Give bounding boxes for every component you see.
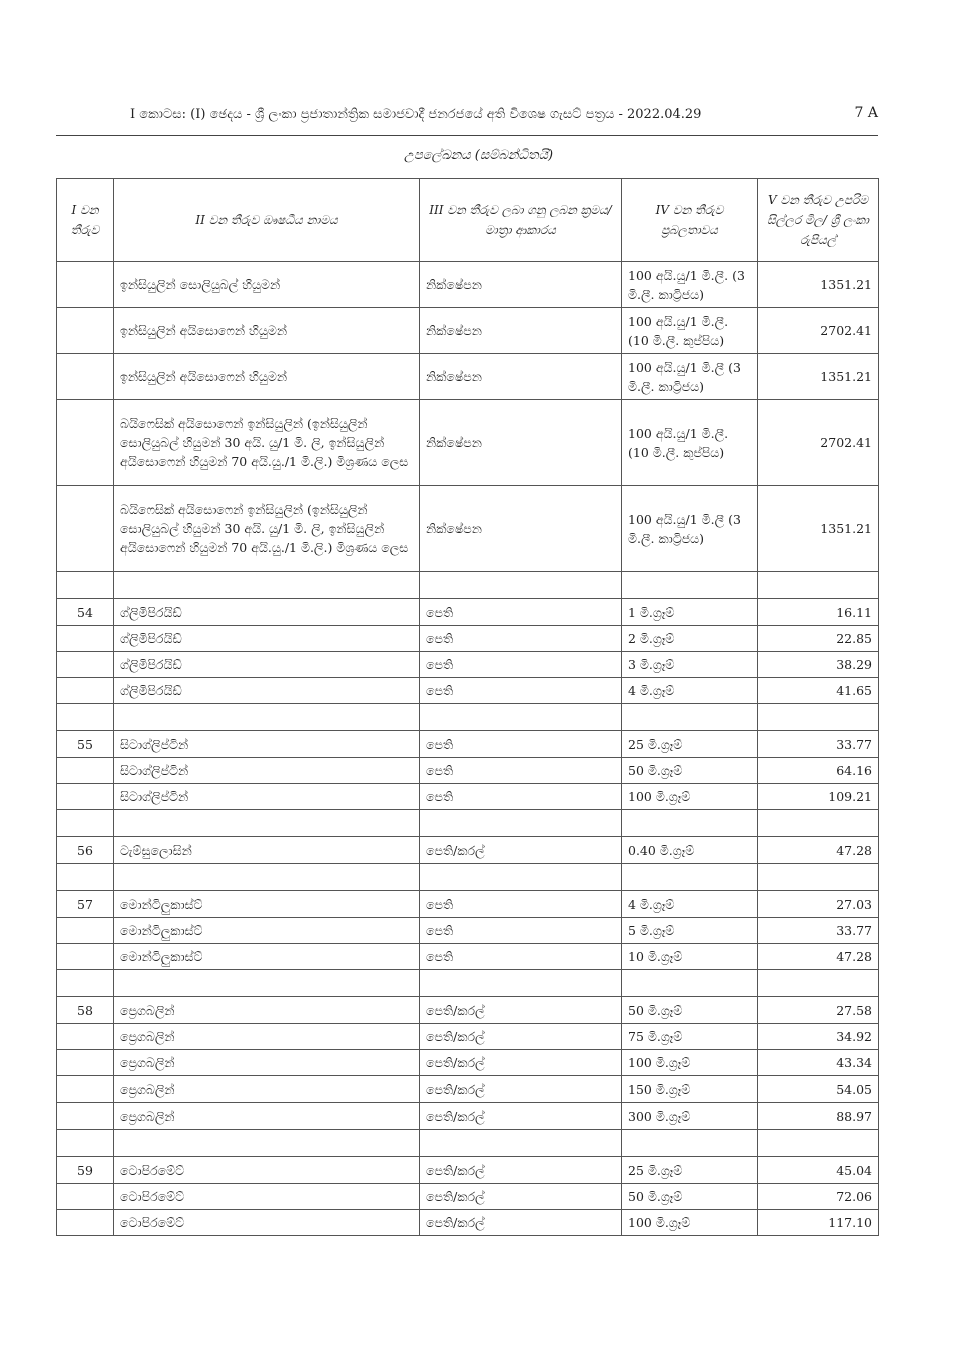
drug-name: සිටාග්ලිප්ටින් — [114, 758, 420, 784]
strength: 1 මි.ග්‍රෑම් — [622, 599, 758, 626]
strength: 75 මි.ග්‍රෑම් — [622, 1024, 758, 1050]
strength — [622, 864, 758, 891]
header-title: I කොටස: (I) ඡෙදය - ශ්‍රී ලංකා ප්‍රජාතාන්ත්‍රික සමාජවාදී ජනරජයේ අති විශෙෂ ගැසට් පත්‍රය - 2022.04.29 — [130, 107, 702, 122]
strength: 100 අයි.යු/1 මි.ලී. (10 මි.ලී. කුප්පිය) — [622, 400, 758, 486]
max-retail-price: 16.11 — [758, 599, 879, 626]
strength — [622, 810, 758, 837]
table-row — [57, 944, 879, 970]
max-retail-price: 88.97 — [758, 1103, 879, 1130]
column-header-4: IV වන තීරුව ප්‍රබලතාවය — [622, 179, 758, 262]
table-row — [57, 731, 879, 758]
column-header-3: III වන තීරුව ලබා ගනු ලබන ක්‍රමය/මාත්‍රා ආකාරය — [420, 179, 622, 262]
table-row — [57, 678, 879, 704]
strength: 5 මි.ග්‍රෑම් — [622, 918, 758, 944]
dosage-form: පෙති/කරල් — [420, 997, 622, 1024]
drug-name: ග්ලිමිපිරයිඩ් — [114, 599, 420, 626]
table-row — [57, 1024, 879, 1050]
drug-name — [114, 1130, 420, 1157]
row-number: 58 — [57, 997, 114, 1024]
drug-name — [114, 810, 420, 837]
row-number — [57, 918, 114, 944]
drug-name: ටොපිරමේට් — [114, 1210, 420, 1236]
max-retail-price — [758, 572, 879, 599]
drug-name: සිටාග්ලිප්ටින් — [114, 731, 420, 758]
price-table — [56, 178, 879, 1236]
strength — [622, 572, 758, 599]
max-retail-price: 47.28 — [758, 944, 879, 970]
strength: 0.40 මි.ග්‍රෑම් — [622, 837, 758, 864]
dosage-form: නික්ෂේපන — [420, 262, 622, 308]
drug-name — [114, 572, 420, 599]
row-number — [57, 652, 114, 678]
dosage-form: පෙති — [420, 758, 622, 784]
drug-name: ටොපිරමේට් — [114, 1157, 420, 1184]
table-header-row — [57, 179, 879, 262]
row-number — [57, 944, 114, 970]
strength: 150 මි.ග්‍රෑම් — [622, 1076, 758, 1103]
max-retail-price — [758, 970, 879, 997]
row-number — [57, 784, 114, 810]
drug-name: ටැම්සුලොසින් — [114, 837, 420, 864]
max-retail-price: 1351.21 — [758, 354, 879, 400]
strength: 100 අයි.යු/1 මි.ලී. (10 මි.ලී. කුප්පිය) — [622, 308, 758, 354]
max-retail-price: 54.05 — [758, 1076, 879, 1103]
row-number — [57, 572, 114, 599]
drug-name: මොන්ටිලුකාස්ට් — [114, 891, 420, 918]
max-retail-price: 109.21 — [758, 784, 879, 810]
max-retail-price: 1351.21 — [758, 486, 879, 572]
row-number — [57, 1103, 114, 1130]
strength: 50 මි.ග්‍රෑම් — [622, 1184, 758, 1210]
table-row — [57, 1184, 879, 1210]
table-row — [57, 1157, 879, 1184]
table-row — [57, 891, 879, 918]
row-number — [57, 1076, 114, 1103]
dosage-form: පෙති — [420, 784, 622, 810]
dosage-form — [420, 810, 622, 837]
table-row — [57, 572, 879, 599]
strength: 3 මි.ග්‍රෑම් — [622, 652, 758, 678]
max-retail-price — [758, 704, 879, 731]
strength: 100 අයි.යු/1 මි.ලී. (3 මි.ලී. කාට්‍රිජය) — [622, 262, 758, 308]
row-number — [57, 970, 114, 997]
row-number — [57, 678, 114, 704]
table-row — [57, 626, 879, 652]
max-retail-price: 1351.21 — [758, 262, 879, 308]
table-row — [57, 1103, 879, 1130]
dosage-form — [420, 704, 622, 731]
dosage-form: පෙති — [420, 678, 622, 704]
dosage-form: පෙති/කරල් — [420, 1210, 622, 1236]
row-number — [57, 486, 114, 572]
strength: 25 මි.ග්‍රෑම් — [622, 731, 758, 758]
dosage-form: පෙති/කරල් — [420, 1157, 622, 1184]
row-number — [57, 262, 114, 308]
drug-name: ඉන්සියුලින් සොලියුබල් හියුමන් — [114, 262, 420, 308]
drug-name: ඉන්සියුලින් අයිසොෆෙන් හියුමන් — [114, 354, 420, 400]
table-row — [57, 1210, 879, 1236]
table-row — [57, 1130, 879, 1157]
drug-name: ප්‍රෙගබලින් — [114, 1024, 420, 1050]
dosage-form: නික්ෂේපන — [420, 354, 622, 400]
dosage-form: පෙති/කරල් — [420, 1103, 622, 1130]
table-body — [57, 262, 879, 1236]
drug-name: සිටාග්ලිප්ටින් — [114, 784, 420, 810]
table-row — [57, 784, 879, 810]
dosage-form — [420, 572, 622, 599]
row-number — [57, 1184, 114, 1210]
row-number — [57, 864, 114, 891]
row-number — [57, 1130, 114, 1157]
dosage-form: පෙති — [420, 731, 622, 758]
row-number: 59 — [57, 1157, 114, 1184]
table-row — [57, 652, 879, 678]
max-retail-price: 47.28 — [758, 837, 879, 864]
drug-name — [114, 704, 420, 731]
dosage-form: නික්ෂේපන — [420, 400, 622, 486]
table-row — [57, 308, 879, 354]
max-retail-price: 27.58 — [758, 997, 879, 1024]
row-number — [57, 400, 114, 486]
table-row — [57, 1050, 879, 1076]
strength: 100 අයි.යු/1 මි.ලී (3 මි.ලී. කාට්‍රිජය) — [622, 354, 758, 400]
table-row — [57, 1076, 879, 1103]
page-number: 7 A — [854, 105, 878, 121]
row-number — [57, 1210, 114, 1236]
strength: 4 මි.ග්‍රෑම් — [622, 678, 758, 704]
max-retail-price: 34.92 — [758, 1024, 879, 1050]
dosage-form — [420, 864, 622, 891]
dosage-form: පෙති/කරල් — [420, 1050, 622, 1076]
row-number — [57, 626, 114, 652]
table-row — [57, 704, 879, 731]
dosage-form: පෙති — [420, 944, 622, 970]
page-header — [56, 103, 878, 136]
strength: 100 මි.ග්‍රෑම් — [622, 784, 758, 810]
strength: 100 මි.ග්‍රෑම් — [622, 1050, 758, 1076]
strength — [622, 1130, 758, 1157]
row-number — [57, 308, 114, 354]
strength: 50 මි.ග්‍රෑම් — [622, 758, 758, 784]
drug-name: ප්‍රෙගබලින් — [114, 1076, 420, 1103]
strength: 25 මි.ග්‍රෑම් — [622, 1157, 758, 1184]
max-retail-price: 43.34 — [758, 1050, 879, 1076]
max-retail-price — [758, 1130, 879, 1157]
max-retail-price: 22.85 — [758, 626, 879, 652]
dosage-form: පෙති — [420, 599, 622, 626]
dosage-form: පෙති/කරල් — [420, 837, 622, 864]
table-row — [57, 864, 879, 891]
drug-name — [114, 864, 420, 891]
max-retail-price: 38.29 — [758, 652, 879, 678]
strength: 2 මි.ග්‍රෑම් — [622, 626, 758, 652]
row-number — [57, 1024, 114, 1050]
row-number: 57 — [57, 891, 114, 918]
drug-name: ප්‍රෙගබලින් — [114, 997, 420, 1024]
table-row — [57, 918, 879, 944]
drug-name: ග්ලිමිපිරයිඩ් — [114, 626, 420, 652]
annex-title: උපලේඛනය (සම්බන්ධිතයි) — [403, 148, 554, 163]
strength — [622, 704, 758, 731]
row-number — [57, 1050, 114, 1076]
table-row — [57, 758, 879, 784]
max-retail-price: 117.10 — [758, 1210, 879, 1236]
max-retail-price: 64.16 — [758, 758, 879, 784]
strength: 300 මි.ග්‍රෑම් — [622, 1103, 758, 1130]
max-retail-price — [758, 810, 879, 837]
row-number: 54 — [57, 599, 114, 626]
drug-name: ඉන්සියුලින් අයිසොෆෙන් හියුමන් — [114, 308, 420, 354]
drug-name: මොන්ටිලුකාස්ට් — [114, 944, 420, 970]
dosage-form: පෙති/කරල් — [420, 1076, 622, 1103]
dosage-form: පෙති — [420, 652, 622, 678]
dosage-form: පෙති — [420, 891, 622, 918]
strength: 100 අයි.යු/1 මි.ලී (3 මි.ලී. කාට්‍රිජය) — [622, 486, 758, 572]
max-retail-price: 33.77 — [758, 731, 879, 758]
table-row — [57, 599, 879, 626]
drug-name — [114, 970, 420, 997]
dosage-form: පෙති — [420, 626, 622, 652]
dosage-form — [420, 1130, 622, 1157]
drug-name: ප්‍රෙගබලින් — [114, 1050, 420, 1076]
drug-name: ග්ලිමිපිරයිඩ් — [114, 678, 420, 704]
row-number: 55 — [57, 731, 114, 758]
drug-name: බයිෆෙසික් අයිසොෆෙන් ඉන්සියුලින් (ඉන්සියුලින් සොලියුබල් හියුමන් 30 අයි. යු/1 මි. ලි, ඉන්සියුලින් අයිසොෆෙන් හියුමන් 70 අයි.යු./1 මි.ලි.) මිශ්‍රණය ලෙස — [114, 400, 420, 486]
drug-name: ග්ලිමිපිරයිඩ් — [114, 652, 420, 678]
drug-name: ටොපිරමේට් — [114, 1184, 420, 1210]
table-row — [57, 262, 879, 308]
column-header-1: I වන තීරුව — [57, 179, 114, 262]
dosage-form: පෙති/කරල් — [420, 1024, 622, 1050]
row-number — [57, 810, 114, 837]
dosage-form: නික්ෂේපන — [420, 486, 622, 572]
drug-name: මොන්ටිලුකාස්ට් — [114, 918, 420, 944]
strength: 4 මි.ග්‍රෑම් — [622, 891, 758, 918]
drug-name: බයිෆෙසික් අයිසොෆෙන් ඉන්සියුලින් (ඉන්සියුලින් සොලියුබල් හියුමන් 30 අයි. යු/1 මි. ලි, ඉන්සියුලින් අයිසොෆෙන් හියුමන් 70 අයි.යු./1 මි.ලි.) මිශ්‍රණය ලෙස — [114, 486, 420, 572]
max-retail-price: 72.06 — [758, 1184, 879, 1210]
max-retail-price: 41.65 — [758, 678, 879, 704]
max-retail-price: 2702.41 — [758, 400, 879, 486]
max-retail-price: 2702.41 — [758, 308, 879, 354]
max-retail-price: 27.03 — [758, 891, 879, 918]
column-header-5: V වන තීරුව උපරිම සිල්ලර මිල/ ශ්‍රී ලංකා රුපියල් — [758, 179, 879, 262]
strength — [622, 970, 758, 997]
dosage-form: නික්ෂේපන — [420, 308, 622, 354]
strength: 10 මි.ග්‍රෑම් — [622, 944, 758, 970]
row-number — [57, 354, 114, 400]
strength: 100 මි.ග්‍රෑම් — [622, 1210, 758, 1236]
drug-name: ප්‍රෙගබලින් — [114, 1103, 420, 1130]
strength: 50 මි.ග්‍රෑම් — [622, 997, 758, 1024]
table-row — [57, 354, 879, 400]
row-number — [57, 758, 114, 784]
dosage-form: පෙති — [420, 918, 622, 944]
table-row — [57, 997, 879, 1024]
dosage-form: පෙති/කරල් — [420, 1184, 622, 1210]
table-row — [57, 837, 879, 864]
dosage-form — [420, 970, 622, 997]
max-retail-price: 45.04 — [758, 1157, 879, 1184]
table-row — [57, 810, 879, 837]
max-retail-price — [758, 864, 879, 891]
max-retail-price: 33.77 — [758, 918, 879, 944]
row-number — [57, 704, 114, 731]
row-number: 56 — [57, 837, 114, 864]
table-row — [57, 400, 879, 486]
column-header-2: II වන තීරුව ඖෂධීය නාමය — [114, 179, 420, 262]
table-row — [57, 970, 879, 997]
table-row — [57, 486, 879, 572]
